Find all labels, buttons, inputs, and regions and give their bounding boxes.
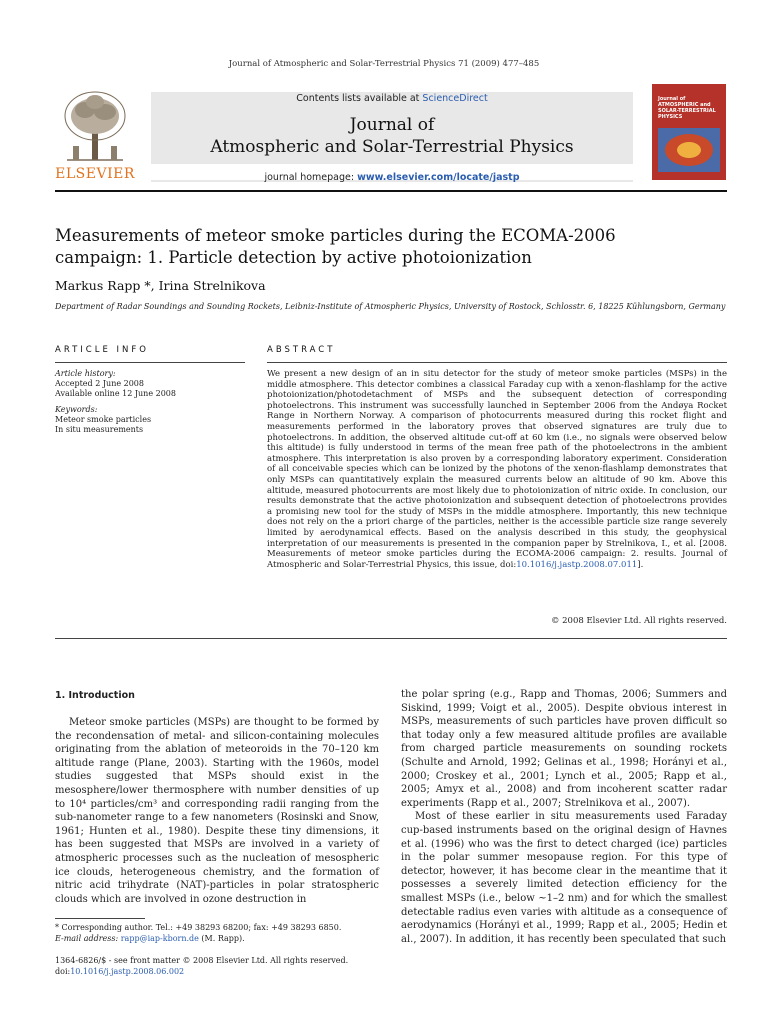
email-suffix: (M. Rapp).: [198, 934, 245, 943]
journal-banner: [151, 92, 633, 182]
journal-title-line-2: Atmospheric and Solar-Terrestrial Physics: [210, 137, 574, 157]
footer-info: [55, 955, 375, 977]
journal-title-line-1: Journal of: [349, 115, 435, 135]
journal-masthead: [55, 84, 727, 182]
journal-citation: Journal of Atmospheric and Solar-Terrestrial Physics 71 (2009) 477–485: [228, 59, 540, 69]
companion-doi-link[interactable]: 10.1016/j.jastp.2008.07.011: [516, 559, 638, 570]
journal-cover-image[interactable]: [652, 84, 726, 180]
intro-paragraph: Meteor smoke particles (MSPs) are thought to be formed by the recondensation of metal- and silicon-containing molecules originating from the ablation of meteoroids in the 70–120 km altitude range (Plane, 2003). Starting with the 1960s, model studies suggested that MSPs should exist in the mesosphere/lower thermosphere with number densities of up to 10⁴ particles/cm³ and corresponding radii ranging from the sub-nanometer range to a few nanometers (Rosinski and Snow, 1961; Hunten et al., 1980). Despite these tiny dimensions, it has been suggested that MSPs are involved in a variety of atmospheric processes such as the nucleation of mesospheric ice clouds, heterogeneous chemistry, and the formation of nitric acid trihydrate (NAT)-particles in polar stratospheric clouds which are involved in ozone destruction in: [55, 717, 379, 905]
abstract-end: ].: [637, 559, 644, 570]
online-date: Available online 12 June 2008: [55, 389, 176, 398]
homepage-link[interactable]: www.elsevier.com/locate/jastp: [357, 172, 520, 183]
cover-art-icon: [652, 84, 726, 180]
accepted-date: Accepted 2 June 2008: [55, 379, 144, 388]
elsevier-logo[interactable]: [55, 88, 135, 182]
intro-paragraph: Most of these earlier in situ measurements used Faraday cup-based instruments based on the original design of Havnes et al. (1996) who was the first to detect charged (ice) particles in the polar summer mesopause region. For this type of detector, however, it has become clear in the meantime that it possesses a severely limited detection efficiency for the smallest MSPs (i.e., below ~1–2 nm) and for which the smallest detectable radius even varies with altitude as a consequence of aerodynamics (Horányi et al., 1999; Rapp et al., 2005; Hedin et al., 2007). In addition, it has recently been speculated that such: [401, 811, 727, 945]
abstract-heading: ABSTRACT: [267, 345, 336, 355]
authors: Markus Rapp *, Irina Strelnikova: [55, 278, 266, 293]
abstract-body: We present a new design of an in situ detector for the study of meteor smoke particles (MSPs) in the middle atmosphere. This detector combines a classical Faraday cup with a xenon-flashlamp for the active photoionization/photodetachment of MSPs and the subsequent detection of corresponding photoelectrons. This instrument was successfully launched in September 2006 from the Andøya Rocket Range in Northern Norway. A comparison of photocurrents measured during this rocket flight and measurements performed in the laboratory proves that observed signatures are truly due to photoelectrons. In addition, the observed altitude cut-off at 60 km (i.e., no signals were observed below this altitude) is fully understood in terms of the mean free path of the photoelectrons in the ambient atmosphere. This interpretation is also proven by a corresponding laboratory experiment. Consideration of all conceivable species which can be ionized by the photons of the xenon-flashlamp demonstrates that only MSPs can quantitatively explain the measured currents below an altitude of 90 km. Above this altitude, measured photocurrents are most likely due to photoionization of nitric oxide. In conclusion, our results demonstrate that the active photoionization and subsequent detection of photoelectrons provides a promising new tool for the study of MSPs in the middle atmosphere. Importantly, this new technique does not rely on the a priori charge of the particles, neither is the accessible particle size range severely limited by aerodynamical effects. Based on the analysis described in this study, the geophysical interpretation of our measurements is presented in the companion paper by Strelnikova, I., et al. [2008. Measurements of meteor smoke particles during the ECOMA-2006 campaign: 2. results. Journal of Atmospheric and Solar-Terrestrial Physics, this issue, doi:: [267, 369, 727, 570]
article-info: [55, 369, 245, 435]
article-title: Measurements of meteor smoke particles during the ECOMA-2006 campaign: 1. Particle detection by active photoionization: [55, 226, 616, 267]
intro-left-column: [55, 716, 379, 906]
intro-paragraph: the polar spring (e.g., Rapp and Thomas, 2006; Summers and Siskind, 1999; Voigt et al., 2005). Despite obvious interest in MSPs, measurements of such particles have proven difficult so that today only a few measured altitude profiles are available from charged particle measurements on sounding rockets (Schulte and Arnold, 1992; Gelinas et al., 1998; Horányi et al., 2000; Croskey et al., 2001; Lynch et al., 2005; Rapp et al., 2005; Amyx et al., 2008) and from incoherent scatter radar experiments (Rapp et al., 2007; Strelnikova et al., 2007).: [401, 689, 727, 809]
doi-link[interactable]: 10.1016/j.jastp.2008.06.002: [70, 967, 185, 976]
email-link[interactable]: rapp@iap-kborn.de: [120, 934, 199, 943]
copyright: © 2008 Elsevier Ltd. All rights reserved.: [550, 616, 727, 626]
abstract-rule: [267, 362, 727, 363]
keywords-label: Keywords:: [55, 405, 98, 414]
contents-line: [151, 93, 633, 104]
tree-icon: [55, 88, 135, 166]
article-info-rule: [55, 362, 245, 363]
footnote-rule: [55, 918, 145, 919]
article-info-heading: ARTICLE INFO: [55, 345, 149, 355]
abstract-bottom-rule: [55, 638, 727, 639]
sciencedirect-link[interactable]: ScienceDirect: [422, 93, 488, 104]
keyword: In situ measurements: [55, 425, 144, 434]
footnote: [55, 922, 375, 944]
issn-line: 1364-6826/$ - see front matter © 2008 Elsevier Ltd. All rights reserved.: [55, 956, 349, 965]
abstract-text: [267, 369, 727, 570]
doi-prefix: doi:: [55, 967, 71, 976]
homepage-prefix: journal homepage:: [264, 172, 358, 183]
keyword: Meteor smoke particles: [55, 415, 152, 424]
introduction-heading: 1. Introduction: [55, 690, 135, 701]
intro-right-column: [401, 688, 727, 946]
publisher-name: ELSEVIER: [55, 166, 135, 182]
corresponding-author: * Corresponding author. Tel.: +49 38293 68200; fax: +49 38293 6850.: [55, 923, 342, 932]
journal-title: [151, 114, 633, 158]
email-label: E-mail address:: [55, 934, 121, 943]
contents-prefix: Contents lists available at: [296, 93, 423, 104]
homepage-line: [151, 172, 633, 183]
cover-title: Journal of ATMOSPHERIC and SOLAR-TERRESTRIAL PHYSICS: [658, 96, 716, 120]
header-rule: [55, 190, 727, 192]
affiliation: Department of Radar Soundings and Sounding Rockets, Leibniz-Institute of Atmospheric Physics, University of Rostock, Schlosstr. 6, 18225 Kühlungsborn, Germany: [55, 302, 726, 311]
history-label: Article history:: [55, 369, 116, 378]
